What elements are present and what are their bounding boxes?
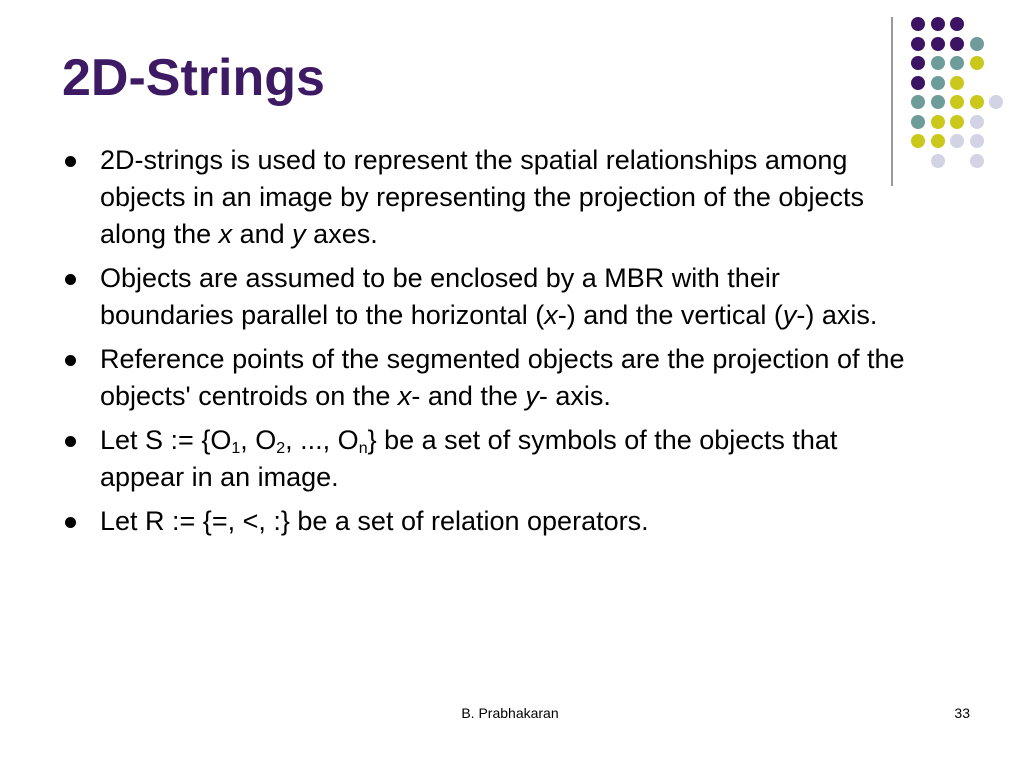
footer-author: B. Prabhakaran: [461, 705, 559, 721]
decor-dot: [911, 56, 925, 70]
decor-dot: [931, 134, 945, 148]
bullet-text: Objects are assumed to be enclosed by a MBR with their boundaries parallel to the horizontal (x-) and the vertical (y-) axis.: [100, 263, 878, 330]
bullet-text: Reference points of the segmented objects are the projection of the objects' centroids on the x- and the y- axis.: [100, 344, 905, 411]
bullet-text: Let S := {$O_1$, $O_2$, ..., $O_n$} be a set of symbols of the objects that appear in an image.: [100, 425, 838, 492]
decor-dot: [911, 37, 925, 51]
bullet-item: [62, 422, 912, 496]
bullet-text: Let R := {=, <, :} be a set of relation operators.: [100, 506, 649, 536]
decor-dot: [970, 56, 984, 70]
decor-dot: [970, 37, 984, 51]
bullet-dot-icon: [65, 517, 76, 528]
bullet-item: [62, 142, 912, 253]
bullet-text: 2D-strings is used to represent the spatial relationships among objects in an image by representing the projection of the objects along the x and y axes.: [100, 145, 864, 249]
decor-dot: [911, 17, 925, 31]
decor-dot: [950, 76, 964, 90]
decor-dot: [931, 115, 945, 129]
decor-dot: [911, 76, 925, 90]
decor-dot: [950, 56, 964, 70]
bullet-dot-icon: [65, 355, 76, 366]
decor-dot: [950, 95, 964, 109]
decor-dot: [950, 37, 964, 51]
decor-dot: [931, 37, 945, 51]
page-number: 33: [954, 705, 970, 721]
decor-dot: [950, 115, 964, 129]
decor-dot: [950, 134, 964, 148]
decor-dot: [931, 95, 945, 109]
decor-dot: [931, 56, 945, 70]
bullet-dot-icon: [65, 274, 76, 285]
bullet-list: [62, 142, 912, 547]
decor-dot: [989, 95, 1003, 109]
decor-dot: [931, 154, 945, 168]
bullet-dot-icon: [65, 156, 76, 167]
decor-dot: [911, 115, 925, 129]
decor-dot: [970, 134, 984, 148]
decor-dot: [911, 134, 925, 148]
bullet-item: [62, 341, 912, 415]
decor-dot: [970, 154, 984, 168]
decor-dot: [950, 17, 964, 31]
decor-dot: [931, 17, 945, 31]
decor-dot: [970, 95, 984, 109]
decor-dot: [970, 115, 984, 129]
decor-dot: [911, 95, 925, 109]
bullet-item: [62, 503, 912, 540]
slide-title: 2D-Strings: [62, 49, 325, 107]
bullet-dot-icon: [65, 436, 76, 447]
decor-dot: [931, 76, 945, 90]
bullet-item: [62, 260, 912, 334]
